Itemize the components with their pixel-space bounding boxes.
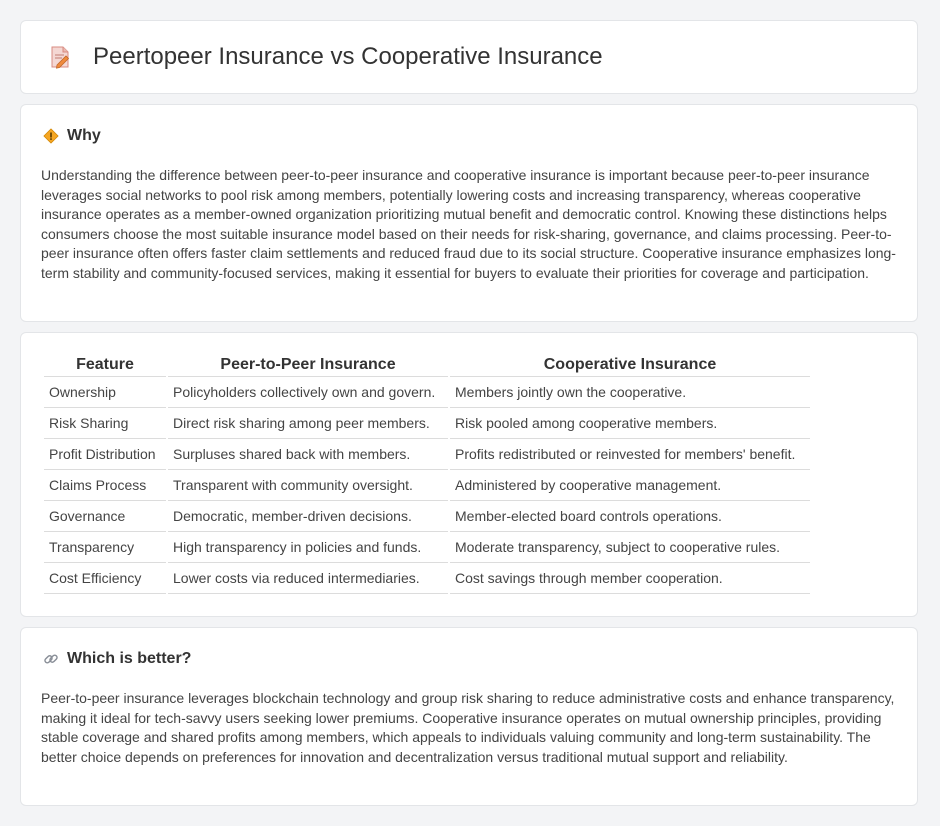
row-peer-to-peer: Democratic, member-driven decisions. [168, 501, 448, 532]
header-feature: Feature [44, 354, 166, 377]
row-cooperative: Member-elected board controls operations. [450, 501, 810, 532]
row-feature: Cost Efficiency [44, 563, 166, 594]
row-peer-to-peer: Transparent with community oversight. [168, 470, 448, 501]
better-text: Peer-to-peer insurance leverages blockchain technology and group risk sharing to reduce administrative costs and enhance transparency, making it ideal for tech-savvy users seeking lower premiums. Cooperative insurance operates on mutual ownership principles, providing stable coverage and shared profits among members, which appeals to individuals valuing community and long-term sustainability. The better choice depends on preferences for innovation and decentralization versus traditional mutual support and reliability. [41, 690, 895, 765]
comparison-card [20, 332, 918, 617]
row-peer-to-peer: Surpluses shared back with members. [168, 439, 448, 470]
header-peer-to-peer: Peer-to-Peer Insurance [168, 354, 448, 377]
better-header [43, 650, 191, 668]
table-row [44, 563, 810, 594]
why-card [20, 104, 918, 322]
title-card [20, 20, 918, 94]
row-peer-to-peer: Lower costs via reduced intermediaries. [168, 563, 448, 594]
link-icon [43, 651, 59, 667]
document-pencil-icon [47, 44, 73, 70]
diamond-sign-icon [43, 128, 59, 144]
row-peer-to-peer: Direct risk sharing among peer members. [168, 408, 448, 439]
table-row [44, 377, 810, 408]
row-cooperative: Administered by cooperative management. [450, 470, 810, 501]
row-feature: Risk Sharing [44, 408, 166, 439]
row-peer-to-peer: High transparency in policies and funds. [168, 532, 448, 563]
row-feature: Transparency [44, 532, 166, 563]
better-title: Which is better? [67, 650, 192, 667]
row-feature: Profit Distribution [44, 439, 166, 470]
row-peer-to-peer: Policyholders collectively own and govern. [168, 377, 448, 408]
which-is-better-card [20, 627, 918, 806]
table-row [44, 439, 810, 470]
why-title: Why [67, 127, 101, 144]
row-feature: Ownership [44, 377, 166, 408]
row-cooperative: Moderate transparency, subject to cooperative rules. [450, 532, 810, 563]
row-cooperative: Cost savings through member cooperation. [450, 563, 810, 594]
table-row [44, 470, 810, 501]
table-row [44, 532, 810, 563]
header-cooperative: Cooperative Insurance [450, 354, 810, 377]
page-title: Peertopeer Insurance vs Cooperative Insurance [93, 43, 603, 70]
table-row [44, 408, 810, 439]
table-row [44, 501, 810, 532]
table-header-row [44, 354, 810, 377]
comparison-table [42, 354, 812, 594]
title-row [47, 43, 603, 71]
why-header [43, 127, 101, 145]
row-feature: Claims Process [44, 470, 166, 501]
row-feature: Governance [44, 501, 166, 532]
row-cooperative: Risk pooled among cooperative members. [450, 408, 810, 439]
row-cooperative: Profits redistributed or reinvested for members' benefit. [450, 439, 810, 470]
row-cooperative: Members jointly own the cooperative. [450, 377, 810, 408]
why-text: Understanding the difference between peer-to-peer insurance and cooperative insurance is important because peer-to-peer insurance leverages social networks to pool risk among members, potentially lowering costs and increasing transparency, whereas cooperative insurance operates as a member-owned organization prioritizing mutual benefit and democratic control. Knowing these distinctions helps consumers choose the most suitable insurance model based on their needs for risk-sharing, governance, and claims processing. Peer-to-peer insurance often offers faster claim settlements and reduced fraud due to its social structure. Cooperative insurance emphasizes long-term stability and community-focused services, making it essential for buyers to evaluate their priorities for coverage and participation. [41, 167, 896, 281]
